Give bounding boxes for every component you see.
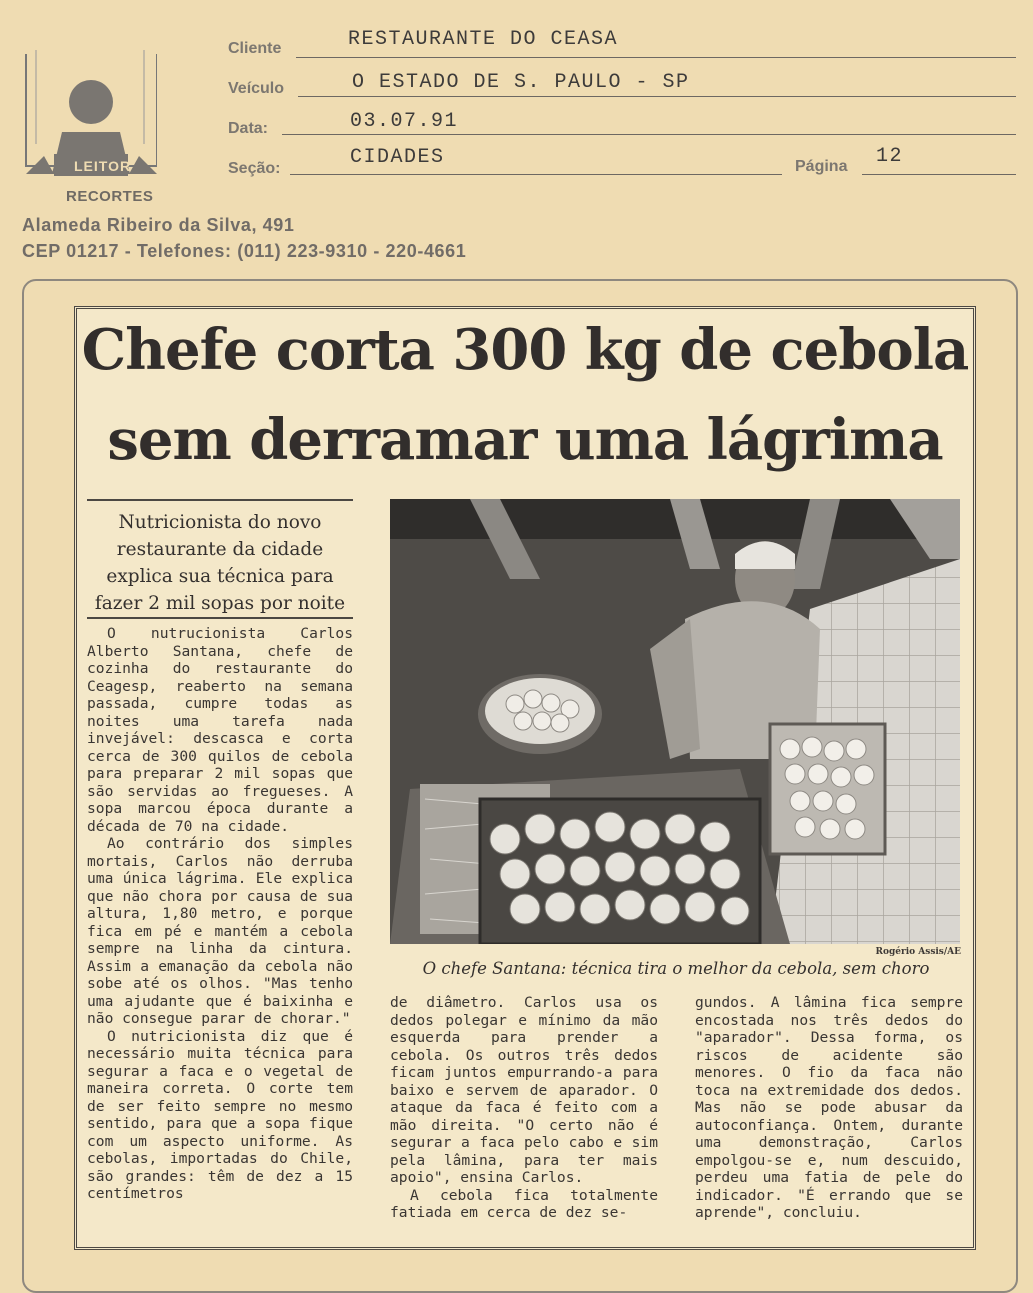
data-line [282, 134, 1016, 135]
photo-caption: O chefe Santana: técnica tira o melhor da cebola, sem choro [422, 959, 930, 978]
subhead-top-rule [87, 499, 353, 501]
paragraph: de diâmetro. Carlos usa os dedos polegar e mínimo da mão esquerda para prender a cebola. Os outros três dedos ficam juntos empurrando-a para baixo e servem de aparador. O ataque da faca é feito com a mão direita. "O certo não é segurar a faca pelo cabo e sim pela lâmina, para ter mais apoio", ensina Carlos. [390, 994, 658, 1186]
logo-tag-text: LEITOR [74, 158, 132, 174]
paragraph: Ao contrário dos simples mortais, Carlos não derruba uma única lágrima. Ele explica que não chora por causa de sua altura, 1,80 metro, e porque fica em pé e mantém a cebola sempre na linha da cintura. Assim a emanação da cebola não sobe até os olhos. "Mas tenho uma ajudante que é baixinha e não consegue parar de chorar." [87, 835, 353, 1027]
data-label: Data: [228, 120, 269, 137]
veiculo-value: O ESTADO DE S. PAULO - SP [352, 71, 690, 94]
headline-line-2: sem derramar uma lágrima [107, 407, 943, 473]
newspaper-article [74, 306, 976, 1250]
headline-line-1: Chefe corta 300 kg de cebola [81, 317, 969, 383]
veiculo-label: Veículo [228, 80, 285, 97]
article-column-3 [695, 994, 963, 1222]
agency-address: Alameda Ribeiro da Silva, 491 [22, 215, 295, 235]
paragraph: gundos. A lâmina fica sempre encostada nos três dedos do "aparador". Dessa forma, os riscos de acidente são menores. O fio da faca não toca na extremidade dos dedos. Mas não se pode abusar da autoconfiança. Ontem, durante uma demonstração, Carlos empolgou-se e, num descuido, perdeu uma fatia de pele do indicador. "É errando que se aprende", concluiu. [695, 994, 963, 1221]
paragraph: O nutrucionista Carlos Alberto Santana, chefe de cozinha do restaurante do Ceagesp, reaberto na semana passada, cumpre todas as noites uma tarefa nada invejável: descasca e corta cerca de 300 quilos de cebola para preparar 2 mil sopas que são servidas ao fregueses. A sopa marcou época durante a década de 70 na cidade. [87, 625, 353, 835]
cliente-label: Cliente [228, 40, 282, 57]
logo-wordmark: RECORTES [66, 188, 154, 205]
secao-label: Seção: [228, 160, 281, 177]
paragraph: O nutricionista diz que é necessário muita técnica para segurar a faca e o vegetal de maneira correta. O corte tem de ser feito sempre no mesmo sentido, para que a sopa fique com um aspecto uniforme. As cebolas, importadas do Chile, são grandes: têm de dez a 15 centímetros [87, 1027, 353, 1202]
veiculo-line [298, 96, 1016, 97]
leitor-recortes-logo [20, 40, 165, 210]
paragraph: A cebola fica totalmente fatiada em cerca de dez se- [390, 1186, 658, 1221]
article-column-2 [390, 994, 658, 1222]
pagina-value: 12 [876, 145, 904, 168]
subhead-bottom-rule [87, 617, 353, 619]
cliente-value: RESTAURANTE DO CEASA [348, 28, 619, 51]
agency-phones: CEP 01217 - Telefones: (011) 223-9310 - 220-4661 [22, 241, 467, 261]
photo-credit: Rogério Assis/AE [875, 947, 961, 957]
secao-value: CIDADES [350, 146, 445, 169]
cliente-line [296, 57, 1016, 58]
article-column-1 [87, 625, 353, 1203]
secao-line [290, 174, 782, 175]
subhead: Nutricionista do novo restaurante da cidade explica sua técnica para fazer 2 mil sopas por noite [94, 512, 346, 614]
data-value: 03.07.91 [350, 110, 459, 133]
pagina-label: Página [795, 158, 848, 175]
chef-cutting-onions-photo [390, 499, 960, 944]
pagina-line [862, 174, 1016, 175]
